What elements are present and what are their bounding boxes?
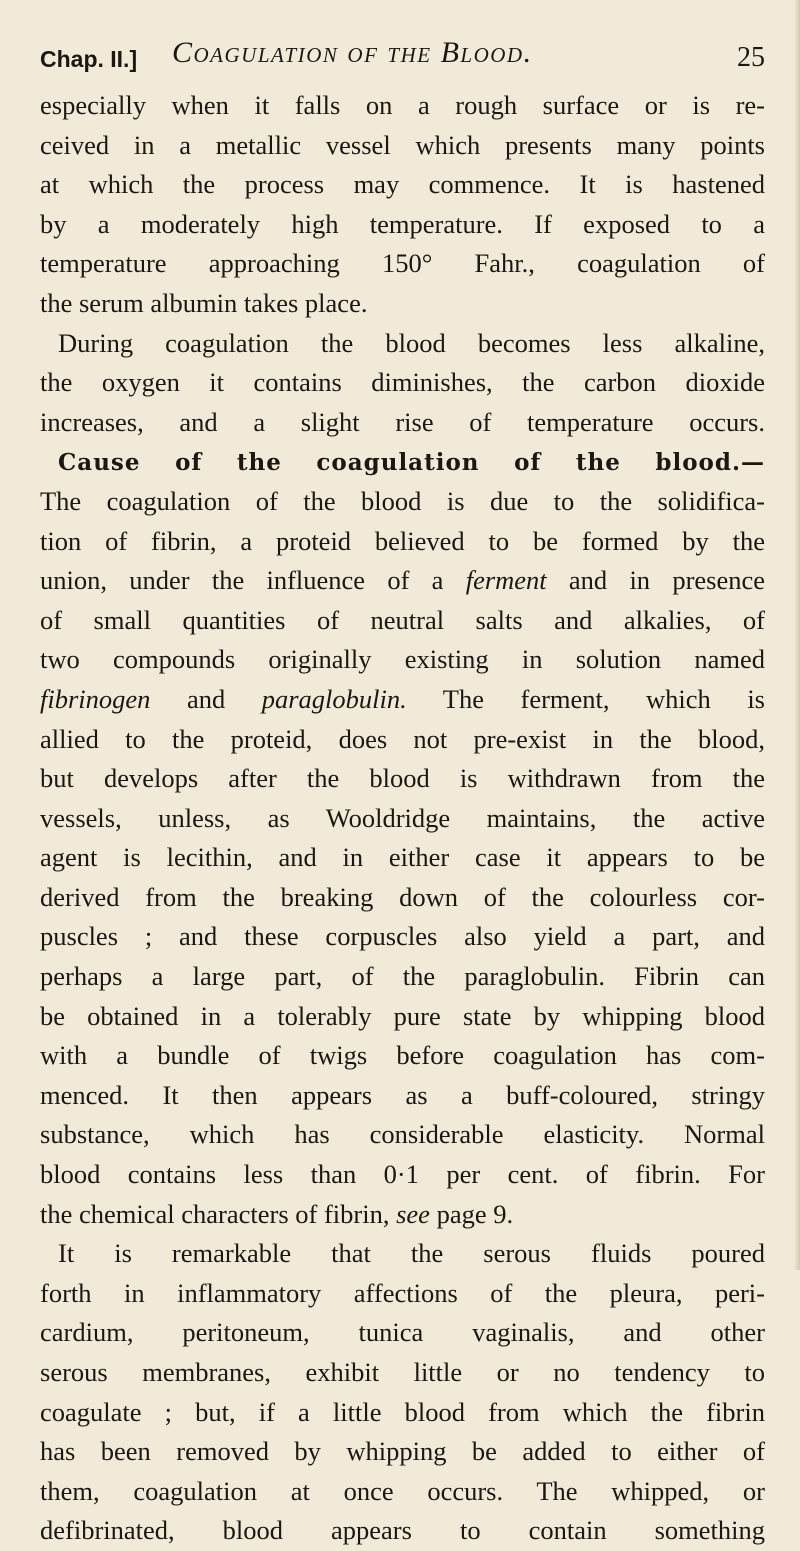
italic-term: ferment — [465, 565, 547, 596]
text-line: by a moderately high temperature. If exposed to a — [40, 208, 765, 239]
text-line: menced. It then appears as a buff-coloured, stringy — [40, 1079, 765, 1110]
text-line: substance, which has considerable elasticity. Normal — [40, 1119, 765, 1150]
text-run: and — [150, 683, 262, 714]
text-line — [40, 680, 765, 720]
text-line: but develops after the blood is withdrawn from the — [40, 763, 765, 794]
text-line: forth in inflammatory affections of the pleura, peri- — [40, 1277, 765, 1308]
text-run: The ferment, which is — [406, 683, 765, 714]
text-run: the chemical characters of fibrin, — [40, 1198, 397, 1229]
body-text — [40, 86, 765, 1551]
text-run: and in presence — [546, 565, 766, 596]
text-line: the serum albumin takes place. — [40, 287, 368, 318]
text-line: derived from the breaking down of the colourless cor- — [40, 881, 765, 912]
text-line: defibrinated, blood appears to contain something — [40, 1515, 765, 1546]
text-run: page 9. — [429, 1198, 514, 1229]
running-title: Coagulation of the Blood. — [172, 36, 533, 69]
text-line: temperature approaching 150° Fahr., coagulation of — [40, 248, 765, 279]
text-line: puscles ; and these corpuscles also yield a part, and — [40, 921, 765, 952]
text-line: During coagulation the blood becomes less alkaline, — [58, 327, 765, 358]
text-line: tion of fibrin, a proteid believed to be formed by the — [40, 525, 765, 556]
text-line: ceived in a metallic vessel which presents many points — [40, 129, 765, 160]
text-line: vessels, unless, as Wooldridge maintains, the active — [40, 802, 765, 833]
text-line: serous membranes, exhibit little or no tendency to — [40, 1357, 765, 1387]
text-line: agent is lecithin, and in either case it appears to be — [40, 842, 765, 873]
text-line: coagulate ; but, if a little blood from which the fibrin — [40, 1396, 765, 1427]
text-line: perhaps a large part, of the paraglobulin. Fibrin can — [40, 961, 765, 992]
text-line: allied to the proteid, does not pre-exist in the blood, — [40, 723, 765, 754]
italic-term: fibrinogen — [40, 683, 151, 714]
text-line: increases, and a slight rise of temperature occurs. — [40, 406, 765, 437]
running-header — [40, 34, 765, 78]
text-line: of small quantities of neutral salts and alkalies, of — [40, 604, 765, 635]
italic-term: paraglobulin. — [261, 683, 407, 714]
text-line — [40, 1195, 765, 1235]
text-line: has been removed by whipping be added to either of — [40, 1436, 765, 1467]
section-heading: Cause of the coagulation of the blood.— — [58, 449, 765, 477]
chapter-label: Chap. II.] — [40, 46, 138, 72]
section-heading-line — [40, 442, 765, 482]
text-line: cardium, peritoneum, tunica vaginalis, and other — [40, 1317, 765, 1348]
text-line: at which the process may commence. It is hastened — [40, 169, 765, 200]
text-line: It is remarkable that the serous fluids poured — [58, 1238, 765, 1269]
page-edge-shadow — [794, 0, 800, 1270]
italic-term: see — [396, 1198, 430, 1229]
text-line: The coagulation of the blood is due to the solidifica- — [40, 485, 765, 516]
text-run: union, under the influence of a — [40, 565, 466, 596]
text-line: them, coagulation at once occurs. The whipped, or — [40, 1475, 765, 1506]
text-line: be obtained in a tolerably pure state by whipping blood — [40, 1000, 765, 1031]
text-line: especially when it falls on a rough surface or is re- — [40, 90, 765, 120]
text-line: the oxygen it contains diminishes, the carbon dioxide — [40, 367, 765, 398]
page-number: 25 — [737, 42, 765, 73]
text-line: blood contains less than 0·1 per cent. of fibrin. For — [40, 1159, 765, 1190]
text-line — [40, 561, 765, 601]
text-line: with a bundle of twigs before coagulation has com- — [40, 1040, 765, 1071]
text-line: two compounds originally existing in solution named — [40, 644, 765, 675]
